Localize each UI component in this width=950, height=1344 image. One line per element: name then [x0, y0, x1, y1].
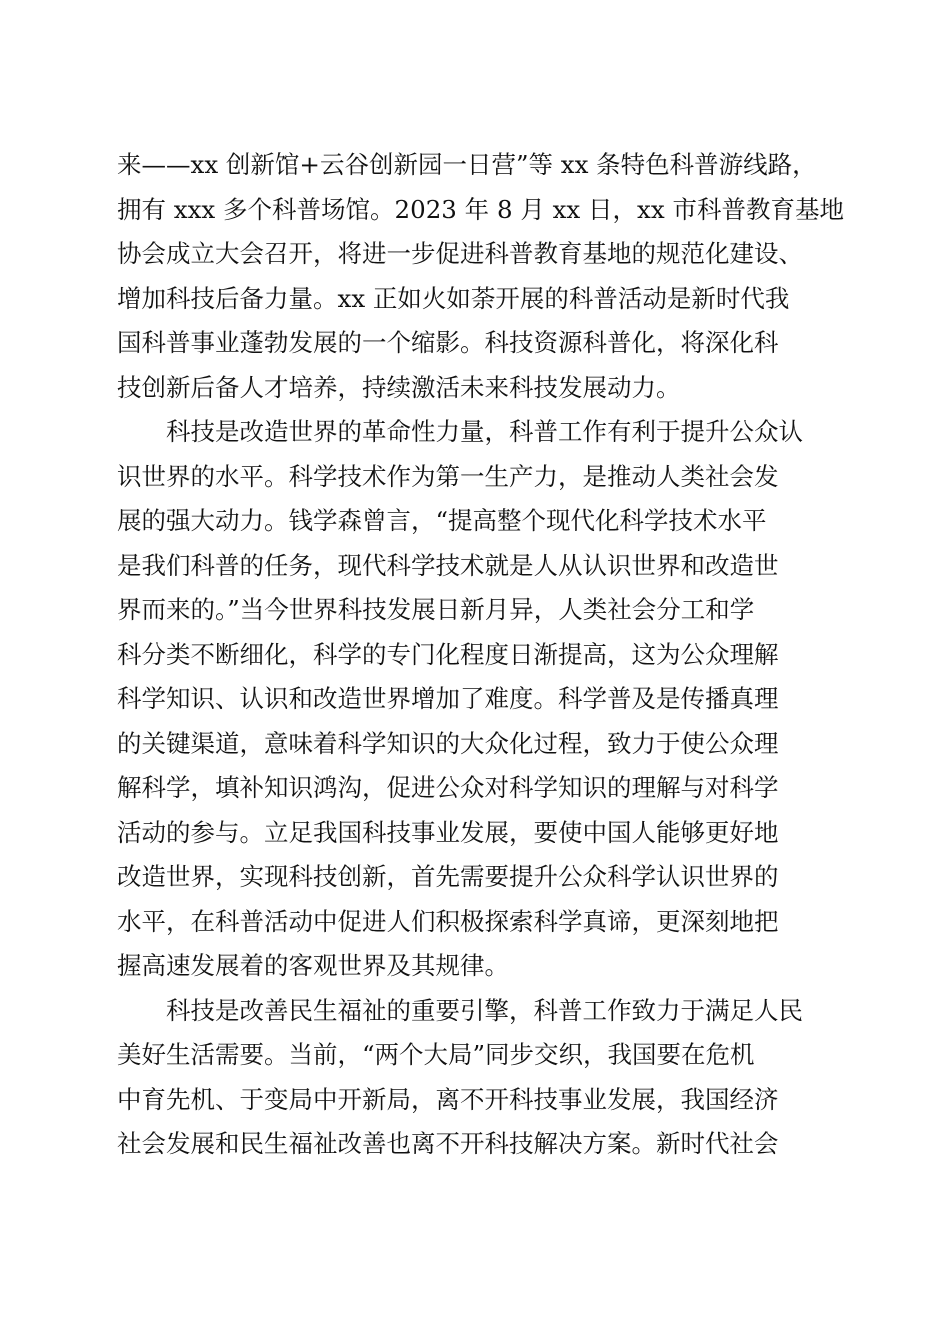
text-line: 增加科技后备力量。xx 正如火如荼开展的科普活动是新时代我: [117, 283, 790, 313]
paragraph-3: [117, 989, 829, 1167]
text-line: 活动的参与。立足我国科技事业发展，要使中国人能够更好地: [117, 817, 779, 847]
text-line: 握高速发展着的客观世界及其规律。: [117, 951, 509, 980]
paragraph-2: [117, 410, 829, 989]
text-line: 技创新后备人才培养，持续激活未来科技发展动力。: [117, 372, 681, 402]
paragraph-1: [117, 143, 844, 410]
text-line: 的关键渠道，意味着科学知识的大众化过程，致力于使公众理: [117, 728, 779, 758]
text-line: 来——xx 创新馆+云谷创新园一日营”等 xx 条特色科普游线路，: [117, 150, 817, 179]
text-line: 水平，在科普活动中促进人们积极探索科学真谛，更深刻地把: [117, 906, 779, 936]
text-line: 科技是改善民生福祉的重要引擎，科普工作致力于满足人民: [166, 995, 803, 1025]
text-line: 科学知识、认识和改造世界增加了难度。科学普及是传播真理: [117, 684, 779, 713]
text-line: 是我们科普的任务，现代科学技术就是人从认识世界和改造世: [117, 550, 779, 580]
text-line: 科技是改造世界的革命性力量，科普工作有利于提升公众认: [166, 417, 803, 446]
text-line: 改造世界，实现科技创新，首先需要提升公众科学认识世界的: [117, 862, 779, 891]
text-line: 协会成立大会召开，将进一步促进科普教育基地的规范化建设、: [117, 239, 803, 268]
text-line: 国科普事业蓬勃发展的一个缩影。科技资源科普化，将深化科: [117, 328, 779, 357]
text-line: 美好生活需要。当前，“两个大局”同步交织，我国要在危机: [117, 1040, 755, 1069]
text-line: 拥有 xxx 多个科普场馆。2023 年 8 月 xx 日，xx 市科普教育基地: [117, 194, 844, 224]
text-line: 解科学，填补知识鸿沟，促进公众对科学知识的理解与对科学: [117, 773, 779, 802]
text-line: 界而来的。”当今世界科技发展日新月异，人类社会分工和学: [117, 595, 755, 624]
text-line: 科分类不断细化，科学的专门化程度日渐提高，这为公众理解: [117, 639, 779, 669]
text-line: 识世界的水平。科学技术作为第一生产力，是推动人类社会发: [117, 461, 779, 491]
text-line: 中育先机、于变局中开新局，离不开科技事业发展，我国经济: [117, 1084, 779, 1114]
text-line: 展的强大动力。钱学森曾言，“提高整个现代化科学技术水平: [117, 506, 767, 535]
text-line: 社会发展和民生福祉改善也离不开科技解决方案。新时代社会: [117, 1129, 779, 1158]
body-text: [117, 143, 844, 1167]
